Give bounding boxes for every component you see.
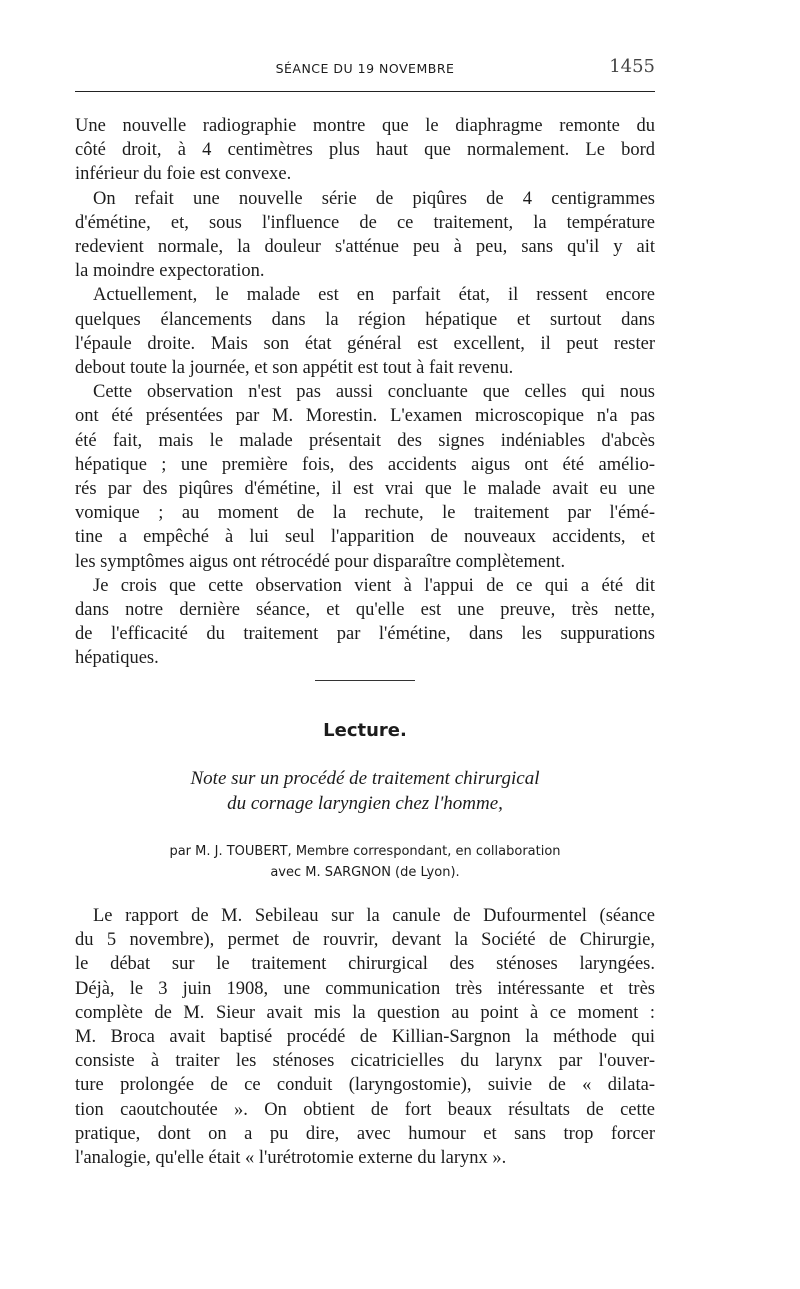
text-line: complète de M. Sieur avait mis la question au point à ce moment : [75,1002,655,1023]
text-line: tine a empêché à lui seul l'apparition de nouveaux accidents, et [75,527,655,548]
body-text-second-block [75,904,655,1170]
document-page [75,0,655,1289]
note-title-line: Note sur un procédé de traitement chirurgical [190,768,540,789]
text-line: Une nouvelle radiographie montre que le diaphragme remonte du [75,116,655,136]
text-line: ture prolongée de ce conduit (laryngostomie), suivie de « dilata- [75,1075,655,1096]
text-line: dans notre dernière séance, et qu'elle est une preuve, très nette, [75,600,655,621]
text-line: vomique ; au moment de la rechute, le traitement par l'émé- [75,503,655,524]
running-title: SÉANCE DU 19 NOVEMBRE [275,61,455,76]
text-line: ont été présentées par M. Morestin. L'examen microscopique n'a pas [75,406,655,427]
byline-line: avec M. SARGNON (de Lyon). [270,865,460,880]
note-title-line: du cornage laryngien chez l'homme, [227,793,503,814]
text-line: Le rapport de M. Sebileau sur la canule de Dufourmentel (séance [93,906,655,926]
text-line: Déjà, le 3 juin 1908, une communication très intéressante et très [75,978,655,999]
text-line: l'épaule droite. Mais son état général est excellent, il peut rester [75,333,655,354]
text-line: hépatique ; une première fois, des accidents aigus ont été amélio- [75,454,655,475]
text-line: le débat sur le traitement chirurgical des sténoses laryngées. [75,954,655,975]
text-line: Je crois que cette observation vient à l'appui de ce qui a été dit [93,575,655,596]
section-title: Lecture. [323,720,407,741]
text-line: du 5 novembre), permet de rouvrir, devant la Société de Chirurgie, [75,930,655,951]
byline-line: par M. J. TOUBERT, Membre correspondant, en collaboration [169,844,561,859]
text-line: côté droit, à 4 centimètres plus haut que normalement. Le bord [75,140,655,161]
text-line: On refait une nouvelle série de piqûres de 4 centigrammes [93,188,655,209]
text-line: été fait, mais le malade présentait des signes indéniables d'abcès [75,430,655,451]
text-line: Cette observation n'est pas aussi concluante que celles qui nous [93,382,655,403]
byline [75,841,655,883]
page-number: 1455 [609,56,655,77]
text-line: Actuellement, le malade est en parfait état, il ressent encore [93,285,655,306]
header-rule [75,91,655,92]
text-line: inférieur du foie est convexe. [75,164,292,185]
text-line: pratique, dont on a pu dire, avec humour et sans trop forcer [75,1123,655,1144]
text-line: consiste à traiter les sténoses cicatricielles du larynx par l'ouver- [75,1051,655,1072]
text-line: debout toute la journée, et son appétit est tout à fait revenu. [75,358,514,379]
text-line: rés par des piqûres d'émétine, il est vrai que le malade avait eu une [75,479,655,500]
text-line: l'analogie, qu'elle était « l'urétrotomie externe du larynx ». [75,1148,507,1169]
text-line: M. Broca avait baptisé procédé de Killian-Sargnon la méthode qui [75,1027,655,1048]
text-line: quelques élancements dans la région hépatique et surtout dans [75,309,655,330]
text-line: hépatiques. [75,648,159,669]
note-title [75,766,655,816]
section-divider [315,680,415,681]
body-text-first-block [75,114,655,671]
text-line: de l'efficacité du traitement par l'émétine, dans les suppurations [75,624,655,645]
running-header [75,55,655,79]
text-line: les symptômes aigus ont rétrocédé pour disparaître complètement. [75,551,566,572]
text-line: la moindre expectoration. [75,261,265,282]
text-line: tion caoutchoutée ». On obtient de fort beaux résultats de cette [75,1099,655,1120]
text-line: d'émétine, et, sous l'influence de ce traitement, la température [75,212,655,233]
text-line: redevient normale, la douleur s'atténue peu à peu, sans qu'il y ait [75,237,655,258]
